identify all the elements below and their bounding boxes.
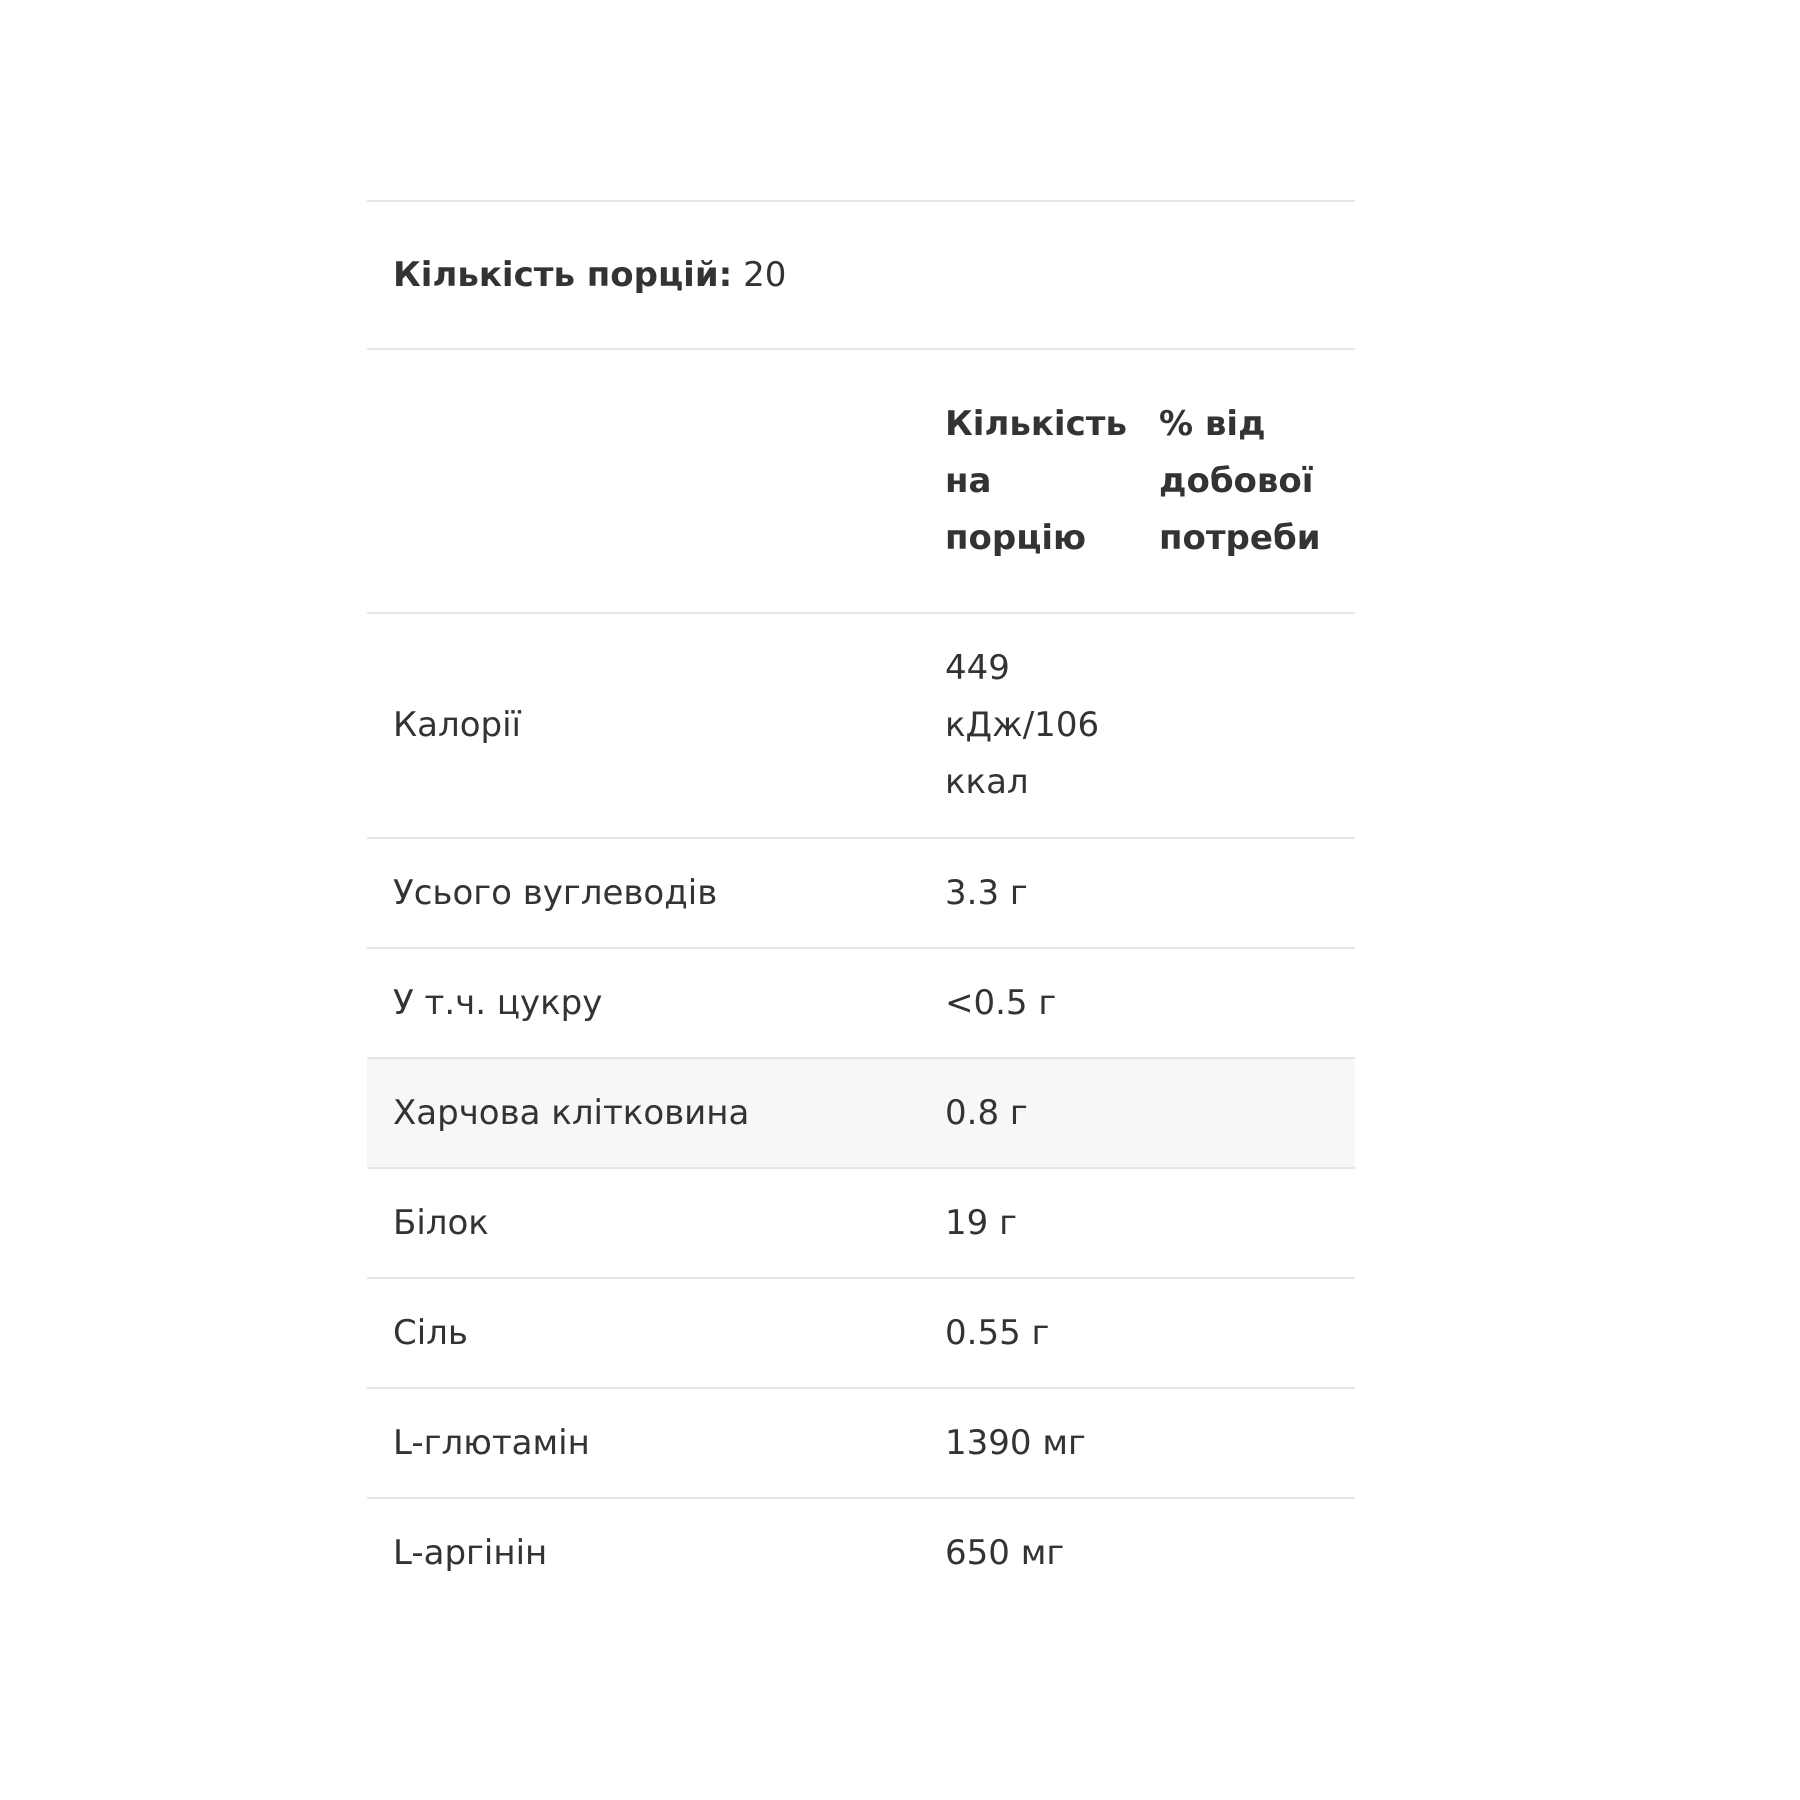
nutrition-panel xyxy=(367,200,1355,1608)
row-name: Сіль xyxy=(367,1278,939,1388)
table-row xyxy=(367,1278,1355,1388)
row-amount: <0.5 г xyxy=(939,948,1153,1058)
table-row xyxy=(367,1168,1355,1278)
row-daily-value xyxy=(1153,838,1355,948)
header-amount-label: Кількість на порцію xyxy=(945,403,1127,558)
row-daily-value xyxy=(1153,1168,1355,1278)
table-row xyxy=(367,1498,1355,1608)
nutrition-table xyxy=(367,350,1355,1608)
table-row xyxy=(367,1058,1355,1168)
row-name: У т.ч. цукру xyxy=(367,948,939,1058)
servings-row xyxy=(367,200,1355,350)
row-daily-value xyxy=(1153,613,1355,838)
servings-label: Кількість порцій: xyxy=(393,255,733,295)
row-name: Харчова клітковина xyxy=(367,1058,939,1168)
row-amount: 19 г xyxy=(939,1168,1153,1278)
row-daily-value xyxy=(1153,1278,1355,1388)
row-amount-value: 449 кДж/106 ккал xyxy=(945,648,1100,802)
row-daily-value xyxy=(1153,948,1355,1058)
row-amount: 3.3 г xyxy=(939,838,1153,948)
row-amount: 1390 мг xyxy=(939,1388,1153,1498)
row-amount: 0.8 г xyxy=(939,1058,1153,1168)
row-name: Калорії xyxy=(367,613,939,838)
row-amount xyxy=(939,613,1153,838)
row-daily-value xyxy=(1153,1058,1355,1168)
table-header-row xyxy=(367,350,1355,613)
table-row xyxy=(367,838,1355,948)
table-row xyxy=(367,948,1355,1058)
header-amount xyxy=(939,350,1153,613)
row-name: Білок xyxy=(367,1168,939,1278)
row-daily-value xyxy=(1153,1388,1355,1498)
row-amount: 0.55 г xyxy=(939,1278,1153,1388)
header-daily-value xyxy=(1153,350,1355,613)
table-row xyxy=(367,613,1355,838)
table-row xyxy=(367,1388,1355,1498)
row-daily-value xyxy=(1153,1498,1355,1608)
servings-value: 20 xyxy=(743,255,787,295)
row-name: L-глютамін xyxy=(367,1388,939,1498)
header-name xyxy=(367,350,939,613)
row-name: L-аргінін xyxy=(393,1533,548,1573)
row-amount: 650 мг xyxy=(945,1533,1065,1573)
header-daily-value-label: % від добової потреби xyxy=(1159,403,1321,558)
row-name: Усього вуглеводів xyxy=(367,838,939,948)
